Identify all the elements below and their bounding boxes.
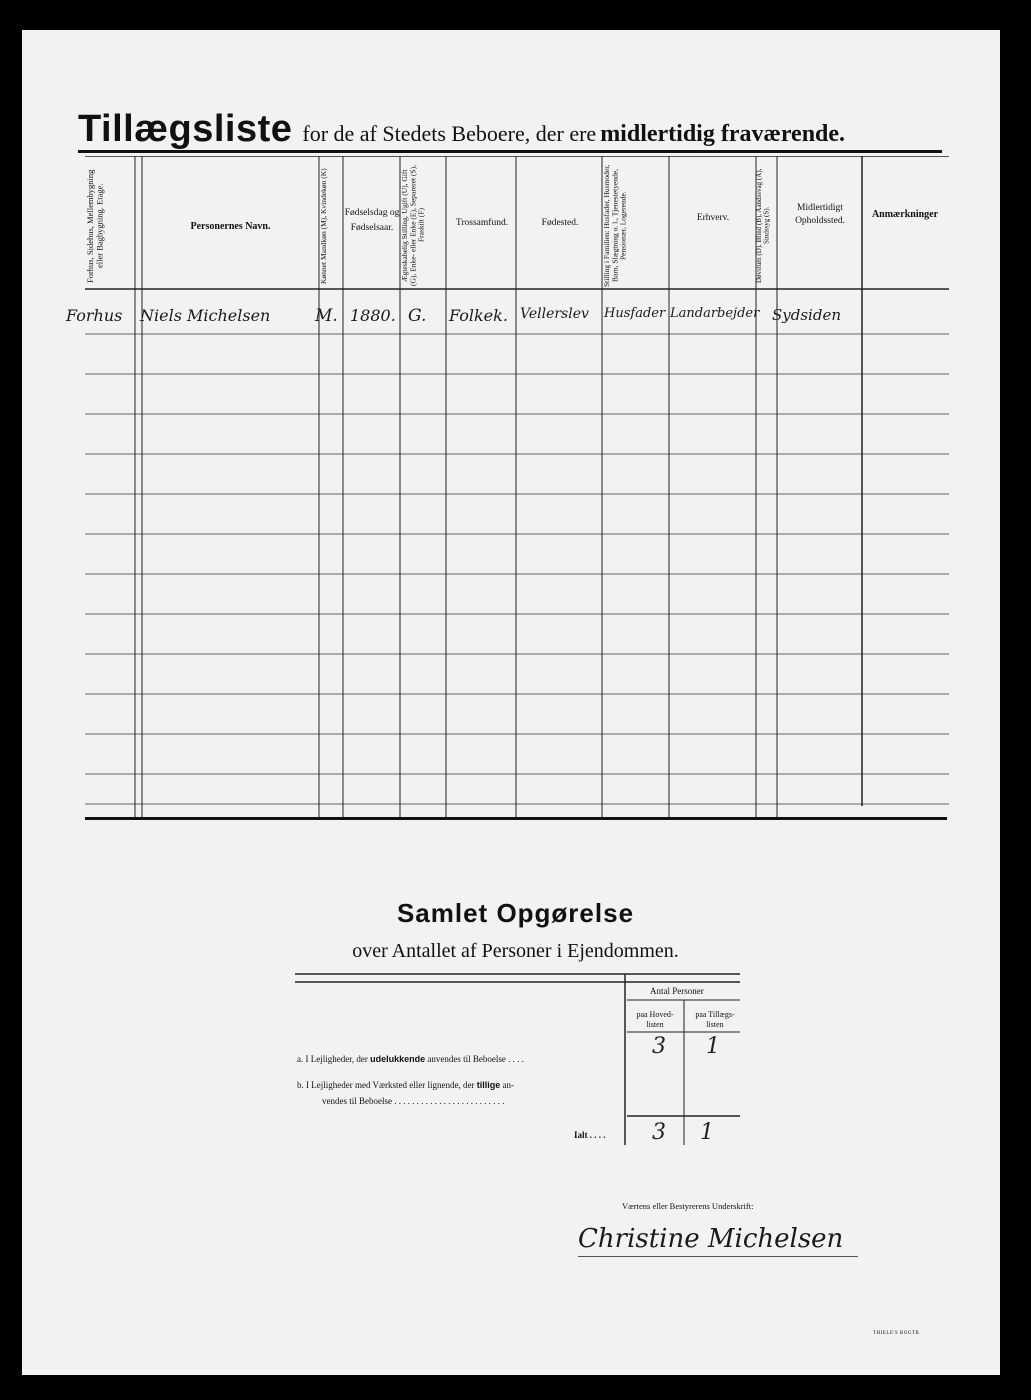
table-bottom-rule	[85, 817, 947, 820]
summary-col-group: Antal Personer	[650, 986, 704, 996]
cell-temp-residence: Sydsiden	[772, 306, 841, 324]
col-header-building: Forhus, Sidehus, Mellembygning eller Bagbygning. Etage.	[85, 169, 105, 283]
title-rule	[78, 150, 942, 153]
col-header-marital: Ægteskabelig Stilling. Ugift (U), Gift (G), Enke- eller Enke (E), Separeret (S), Fraskilt (F)	[400, 165, 426, 286]
summary-row-b-line2: vendes til Beboelse . . . . . . . . . . . . . . . . . . . . . . . . .	[322, 1096, 505, 1106]
col-header-disability: Døvstum (D), Blind (B), Aandssvag (A), Sindssyg (S).	[755, 168, 771, 283]
col-header-name: Personernes Navn.	[190, 221, 271, 232]
col-header-occupation: Erhverv.	[696, 213, 730, 223]
cell-occupation: Landarbejder	[670, 306, 760, 321]
title-bold: midlertidig fraværende.	[600, 121, 846, 147]
signature-label: Værtens eller Bestyrerens Underskrift:	[622, 1201, 754, 1211]
col-header-sex: Kønnet Mandkøn (M), Kvindekøn (K)	[319, 168, 328, 284]
cell-sex: M.	[315, 306, 338, 326]
summary-row-b-prefix: b. I Lejligheder med Værksted eller lignende, der	[297, 1080, 475, 1090]
summary-total-supp-value: 1	[700, 1120, 714, 1145]
cell-birth: 1880.	[350, 306, 396, 325]
summary-row-a-suffix: anvendes til Beboelse . . . .	[427, 1054, 524, 1064]
summary-row-a-prefix: a. I Lejligheder, der	[297, 1054, 368, 1064]
summary-row-a	[297, 1054, 524, 1064]
summary-total-main-value: 3	[652, 1120, 666, 1145]
col-header-birth: Fødselsdag og Fødselsaar.	[344, 208, 400, 234]
summary-row-b	[297, 1080, 514, 1090]
form-title	[78, 108, 845, 151]
col-header-temp-residence: Midlertidigt Opholdssted.	[795, 203, 845, 227]
cell-name: Niels Michelsen	[140, 306, 271, 325]
printer-mark: THIELE'S BOGTR.	[873, 1331, 922, 1336]
cell-religion: Folkek.	[449, 306, 508, 325]
summary-row-b-suffix: an-	[502, 1080, 515, 1090]
summary-title: Samlet Opgørelse	[396, 898, 635, 928]
title-rest: for de af Stedets Beboere, der ere	[302, 121, 597, 146]
title-main: Tillægsliste	[78, 108, 293, 150]
col-header-birthplace: Fødested.	[541, 218, 579, 228]
col-header-family-position: Stilling i Familien: Husfader, Husmoder, Barn, Slægtning o. l., Tjenestetyende, Pensionær, Logerende.	[602, 164, 628, 287]
summary-a-supp-value: 1	[706, 1034, 720, 1059]
summary-row-b-bold: tillige	[476, 1080, 501, 1090]
cell-building: Forhus	[66, 306, 123, 325]
summary-total-label: Ialt . . . .	[574, 1130, 606, 1140]
cell-marital: G.	[408, 306, 427, 326]
summary-a-main-value: 3	[652, 1034, 666, 1059]
cell-birthplace: Vellerslev	[520, 306, 589, 322]
signature-handwritten: Christine Michelsen	[578, 1224, 844, 1254]
col-header-religion: Trossamfund.	[455, 218, 509, 228]
signature-underline	[578, 1256, 858, 1257]
summary-row-a-bold: udelukkende	[370, 1054, 426, 1064]
summary-col-supp: paa Tillægs-listen	[695, 1010, 735, 1030]
col-header-remarks: Anmærkninger	[871, 209, 939, 220]
cell-family-position: Husfader	[604, 306, 666, 321]
residents-table-grid	[85, 156, 949, 818]
summary-subtitle: over Antallet af Personer i Ejendommen.	[352, 940, 679, 962]
summary-col-main: paa Hoved-listen	[636, 1010, 674, 1030]
